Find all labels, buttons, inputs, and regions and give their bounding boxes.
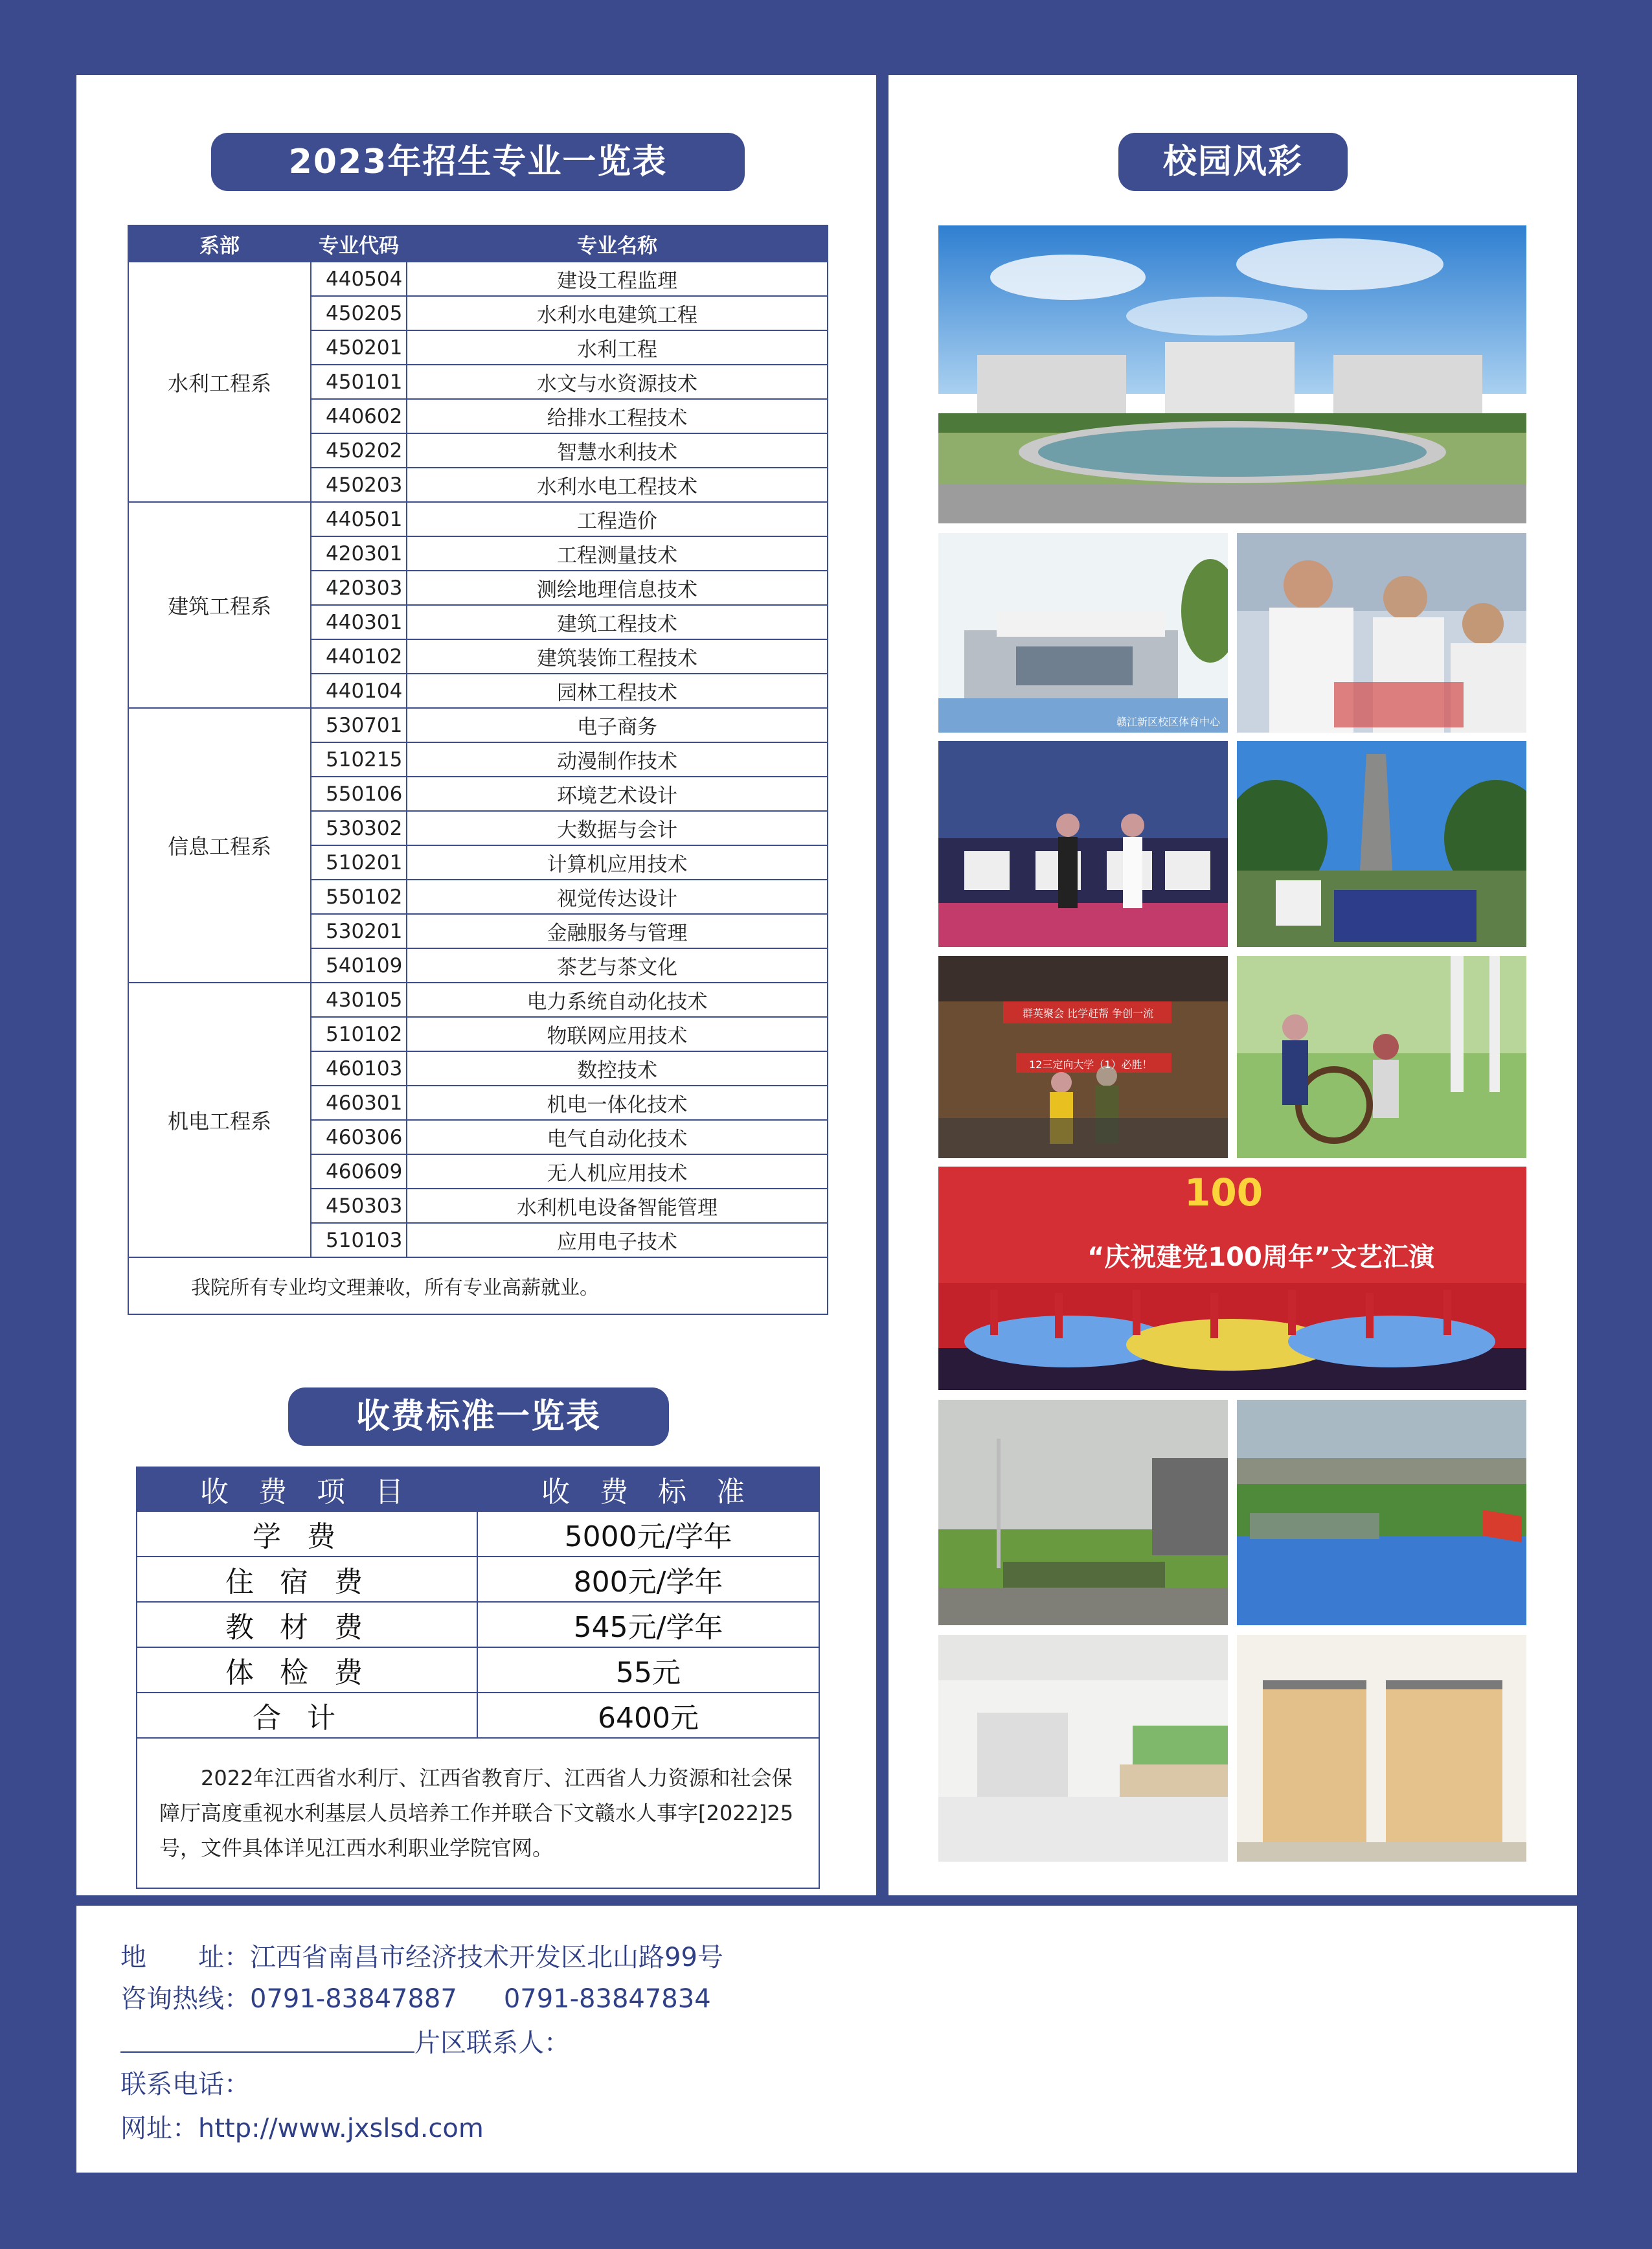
fee-amount-cell: 800元/学年	[477, 1557, 819, 1602]
campus-section-title: 校园风彩	[1118, 133, 1348, 191]
major-code-cell: 450303	[311, 1189, 407, 1223]
contact-phone	[120, 2064, 250, 2101]
major-code-cell: 440504	[311, 262, 407, 296]
major-name-cell: 工程测量技术	[407, 536, 828, 571]
major-name-cell: 给排水工程技术	[407, 399, 828, 433]
major-name-cell: 电气自动化技术	[407, 1120, 828, 1154]
header-department: 系部	[128, 225, 311, 262]
department-cell: 机电工程系	[128, 983, 311, 1257]
fee-item-cell: 教材费	[137, 1602, 477, 1647]
major-code-cell: 450101	[311, 365, 407, 399]
major-code-cell: 530701	[311, 708, 407, 742]
photo-stage-exhibition	[938, 741, 1228, 947]
website-value: http://www.jxslsd.com	[198, 2114, 484, 2143]
fee-row	[137, 1693, 819, 1738]
major-name-cell: 园林工程技术	[407, 674, 828, 708]
major-code-cell: 420301	[311, 536, 407, 571]
photo-military-training	[1237, 1400, 1526, 1625]
major-code-cell: 460306	[311, 1120, 407, 1154]
majors-section-title: 2023年招生专业一览表	[211, 133, 745, 191]
fee-amount-cell: 5000元/学年	[477, 1511, 819, 1557]
major-name-cell: 电力系统自动化技术	[407, 983, 828, 1017]
major-name-cell: 建设工程监理	[407, 262, 828, 296]
fee-item-cell: 住宿费	[137, 1557, 477, 1602]
fee-amount-cell: 55元	[477, 1647, 819, 1693]
major-name-cell: 金融服务与管理	[407, 914, 828, 948]
major-name-cell: 数控技术	[407, 1051, 828, 1086]
majors-table	[128, 225, 828, 1315]
photo-caption-gala: “庆祝建党100周年”文艺汇演	[1087, 1242, 1435, 1272]
fees-section-title: 收费标准一览表	[288, 1387, 669, 1446]
major-name-cell: 机电一体化技术	[407, 1086, 828, 1120]
fee-row	[137, 1557, 819, 1602]
major-code-cell: 510215	[311, 742, 407, 777]
major-code-cell: 460301	[311, 1086, 407, 1120]
major-name-cell: 智慧水利技术	[407, 433, 828, 468]
major-code-cell: 440102	[311, 639, 407, 674]
major-name-cell: 环境艺术设计	[407, 777, 828, 811]
hotline-label: 咨询热线：	[120, 1984, 250, 2014]
hotline-1: 0791-83847887	[250, 1984, 457, 2014]
header-fee-standard: 收 费 标 准	[477, 1467, 819, 1511]
department-cell: 水利工程系	[128, 262, 311, 502]
majors-table-header	[128, 225, 828, 262]
major-code-cell: 510102	[311, 1017, 407, 1051]
major-name-cell: 茶艺与茶文化	[407, 948, 828, 983]
majors-note-row	[128, 1257, 828, 1314]
department-cell: 建筑工程系	[128, 502, 311, 708]
major-code-cell: 510201	[311, 845, 407, 880]
major-name-cell: 建筑工程技术	[407, 605, 828, 639]
major-row	[128, 262, 828, 296]
photo-outdoor-group	[938, 1400, 1228, 1625]
major-name-cell: 电子商务	[407, 708, 828, 742]
major-code-cell: 460609	[311, 1154, 407, 1189]
major-name-cell: 水利机电设备智能管理	[407, 1189, 828, 1223]
department-cell: 信息工程系	[128, 708, 311, 983]
major-code-cell: 530201	[311, 914, 407, 948]
major-name-cell: 工程造价	[407, 502, 828, 536]
photo-main-campus	[938, 225, 1526, 523]
header-major-name: 专业名称	[407, 225, 828, 262]
major-code-cell: 440602	[311, 399, 407, 433]
photo-gym-center	[938, 533, 1228, 733]
major-name-cell: 水利工程	[407, 330, 828, 365]
photo-dormitory	[1237, 1635, 1526, 1862]
photo-caption-scoreboard: 12三定向大学（1）必胜！	[1029, 1058, 1153, 1071]
major-code-cell: 460103	[311, 1051, 407, 1086]
major-name-cell: 水文与水资源技术	[407, 365, 828, 399]
major-code-cell: 440501	[311, 502, 407, 536]
photo-caption-banner: 群英聚会 比学赶帮 争创一流	[1023, 1007, 1154, 1020]
major-code-cell: 440104	[311, 674, 407, 708]
major-code-cell: 440301	[311, 605, 407, 639]
majors-table-body	[128, 262, 828, 1314]
major-row	[128, 708, 828, 742]
photo-outdoor-wheel	[1237, 956, 1526, 1158]
major-name-cell: 计算机应用技术	[407, 845, 828, 880]
fees-table	[136, 1467, 820, 1889]
fee-row	[137, 1511, 819, 1557]
major-code-cell: 450205	[311, 296, 407, 330]
header-code: 专业代码	[311, 225, 407, 262]
fees-note: 2022年江西省水利厅、江西省教育厅、江西省人力资源和社会保障厅高度重视水利基层人员培养工作并联合下文赣水人事字[2022]25号，文件具体详见江西水利职业学院官网。	[137, 1738, 819, 1888]
contact-district	[120, 2022, 570, 2059]
photo-anniversary-gala	[938, 1167, 1526, 1390]
major-code-cell: 510103	[311, 1223, 407, 1257]
major-name-cell: 无人机应用技术	[407, 1154, 828, 1189]
major-name-cell: 建筑装饰工程技术	[407, 639, 828, 674]
fee-item-cell: 合计	[137, 1693, 477, 1738]
header-fee-item: 收 费 项 目	[137, 1467, 477, 1511]
photo-basketball	[938, 956, 1228, 1158]
major-code-cell: 450203	[311, 468, 407, 502]
major-name-cell: 大数据与会计	[407, 811, 828, 845]
fees-note-row	[137, 1738, 819, 1888]
major-row	[128, 502, 828, 536]
major-name-cell: 测绘地理信息技术	[407, 571, 828, 605]
major-name-cell: 水利水电建筑工程	[407, 296, 828, 330]
photo-pagoda-group	[1237, 741, 1526, 947]
major-name-cell: 物联网应用技术	[407, 1017, 828, 1051]
contact-address	[120, 1937, 723, 1974]
contact-hotline	[120, 1978, 711, 2015]
major-code-cell: 450202	[311, 433, 407, 468]
address-label: 地 址：	[120, 1943, 250, 1972]
photo-students-lab	[1237, 533, 1526, 733]
address-value: 江西省南昌市经济技术开发区北山路99号	[250, 1943, 723, 1972]
major-code-cell: 450201	[311, 330, 407, 365]
fee-item-cell: 体检费	[137, 1647, 477, 1693]
hotline-2: 0791-83847834	[503, 1984, 711, 2014]
major-code-cell: 550102	[311, 880, 407, 914]
major-name-cell: 应用电子技术	[407, 1223, 828, 1257]
phone-label: 联系电话：	[120, 2070, 250, 2099]
district-blank-line	[120, 2028, 414, 2053]
fees-table-header	[137, 1467, 819, 1511]
major-name-cell: 动漫制作技术	[407, 742, 828, 777]
fee-item-cell: 学费	[137, 1511, 477, 1557]
major-code-cell: 530302	[311, 811, 407, 845]
photo-canteen	[938, 1635, 1228, 1862]
major-name-cell: 水利水电工程技术	[407, 468, 828, 502]
major-row	[128, 983, 828, 1017]
major-code-cell: 430105	[311, 983, 407, 1017]
major-code-cell: 550106	[311, 777, 407, 811]
major-code-cell: 540109	[311, 948, 407, 983]
fee-row	[137, 1647, 819, 1693]
contact-website	[120, 2108, 484, 2145]
district-contact-label: 片区联系人：	[414, 2028, 570, 2058]
majors-note: 我院所有专业均文理兼收，所有专业高薪就业。	[128, 1257, 828, 1314]
major-code-cell: 420303	[311, 571, 407, 605]
fee-amount-cell: 545元/学年	[477, 1602, 819, 1647]
fee-row	[137, 1602, 819, 1647]
fee-amount-cell: 6400元	[477, 1693, 819, 1738]
website-label: 网址：	[120, 2114, 198, 2143]
photo-caption-gala-logo: 100	[1184, 1170, 1263, 1215]
fees-table-body	[137, 1511, 819, 1888]
photo-caption-gym: 赣江新区校区体育中心	[1116, 716, 1220, 728]
major-name-cell: 视觉传达设计	[407, 880, 828, 914]
